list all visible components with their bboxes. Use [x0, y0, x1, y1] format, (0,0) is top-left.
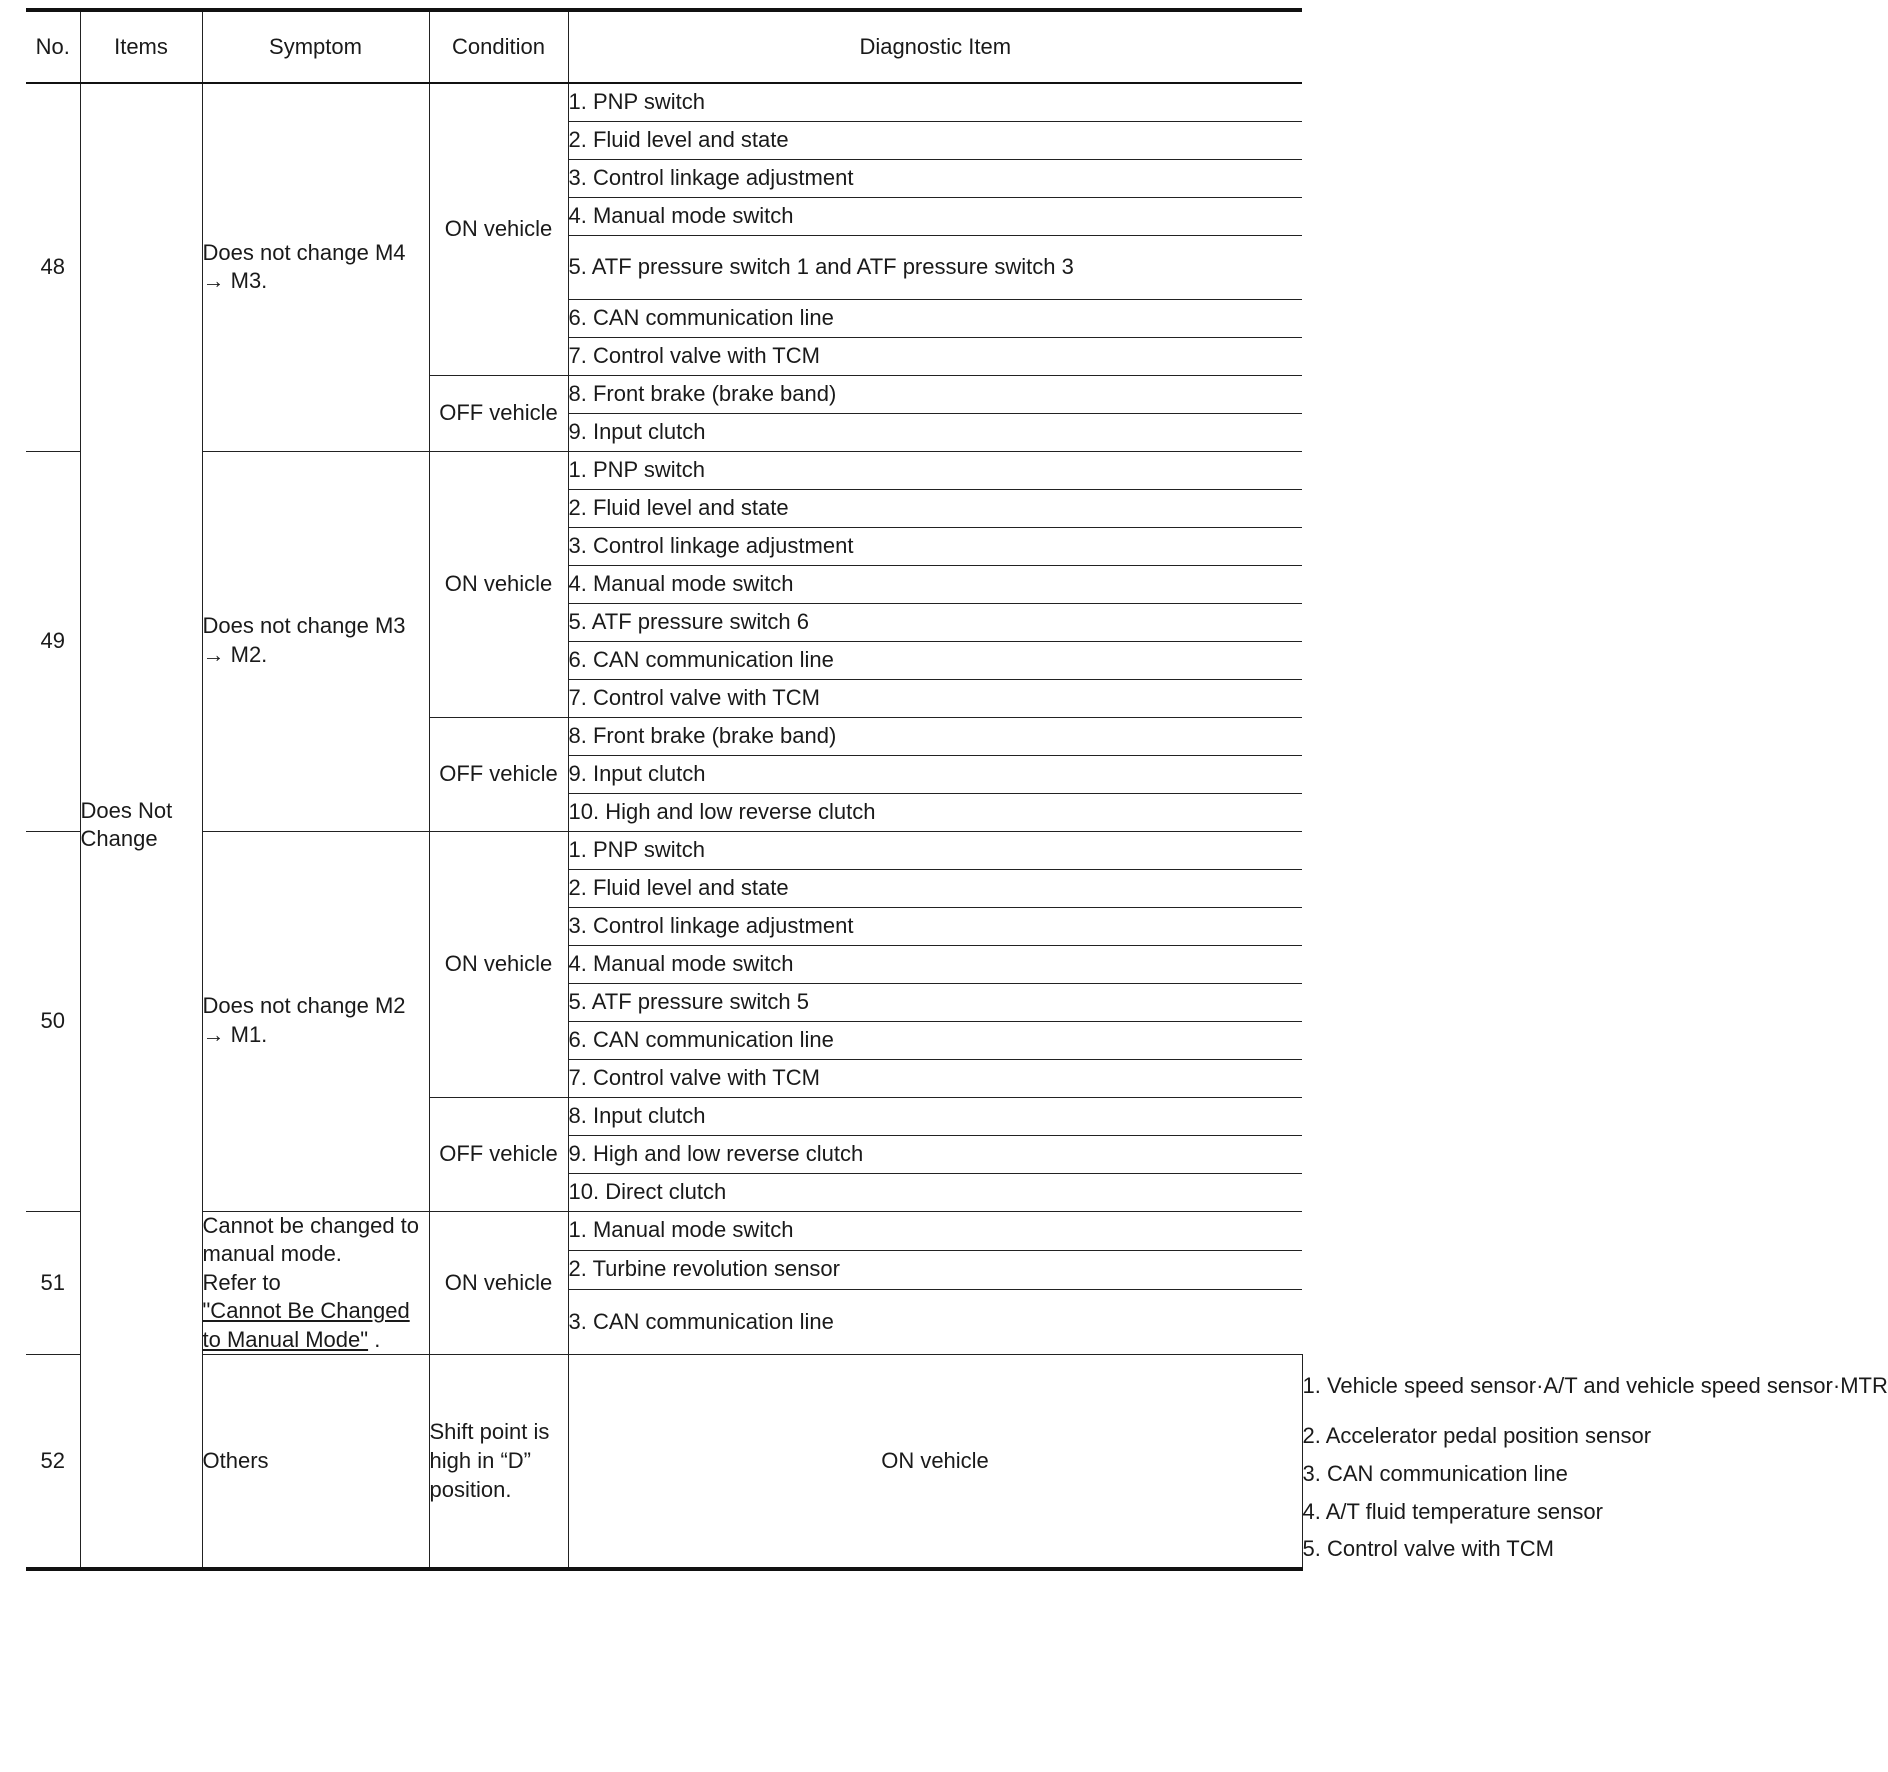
diagnostic-item: 8. Front brake (brake band): [568, 717, 1302, 755]
diagnostic-item: 4. Manual mode switch: [568, 197, 1302, 235]
diagnostic-item: 1. PNP switch: [568, 831, 1302, 869]
condition-cell: ON vehicle: [429, 831, 568, 1097]
diagnostic-item: 1. Manual mode switch: [568, 1211, 1302, 1250]
diagnostic-item: 9. Input clutch: [568, 413, 1302, 451]
manual-mode-reference-link[interactable]: "Cannot Be Changed to Manual Mode": [202, 1298, 410, 1352]
symptom-cell: Does not change M2 → M1.: [202, 831, 429, 1211]
condition-cell: ON vehicle: [429, 1211, 568, 1355]
reference-period: .: [368, 1326, 381, 1352]
diagnostic-item: 10. Direct clutch: [568, 1173, 1302, 1211]
table-row: 5. Control valve with TCM: [1302, 1535, 1554, 1561]
condition-cell: OFF vehicle: [429, 1097, 568, 1211]
table-row: 52 Others Shift point is high in “D” position. ON vehicle 1. Vehicle speed sensor·A/T and vehicle speed sensor·MTR: [26, 1355, 1302, 1417]
header-row: [26, 10, 1302, 83]
row-number: 52: [26, 1355, 80, 1569]
diagnosis-table: [26, 8, 1888, 1571]
diagnostic-item: 2. Fluid level and state: [568, 869, 1302, 907]
symptom-cell: Does not change M3 → M2.: [202, 451, 429, 831]
diagnostic-item: 6. CAN communication line: [568, 1021, 1302, 1059]
header-condition: Condition: [429, 10, 568, 83]
items-category: Others: [202, 1355, 429, 1569]
diagnostic-item: 5. ATF pressure switch 5: [568, 983, 1302, 1021]
row-number: 49: [26, 451, 80, 831]
diagnostic-item: 2. Turbine revolution sensor: [568, 1250, 1302, 1289]
symptom-cell: Does not change M4 → M3.: [202, 83, 429, 451]
condition-cell: ON vehicle: [568, 1355, 1302, 1569]
diagnostic-item: 3. Control linkage adjustment: [568, 527, 1302, 565]
diagnostic-item: 7. Control valve with TCM: [568, 337, 1302, 375]
table-row: 3. CAN communication line: [1302, 1460, 1568, 1486]
symptom-cell: Shift point is high in “D” position.: [429, 1355, 568, 1569]
table-row: [26, 451, 1302, 489]
refer-to-label: Refer to: [202, 1269, 281, 1295]
table-row: [26, 83, 1302, 121]
diagnostic-item: 1. PNP switch: [568, 83, 1302, 121]
condition-cell: ON vehicle: [429, 451, 568, 717]
diagnostic-item: 3. Control linkage adjustment: [568, 907, 1302, 945]
symptom-text: Cannot be changed to manual mode.: [202, 1212, 420, 1267]
diagnostic-item: 8. Input clutch: [568, 1097, 1302, 1135]
condition-cell: OFF vehicle: [429, 375, 568, 451]
diagnostic-item: 8. Front brake (brake band): [568, 375, 1302, 413]
header-items: Items: [80, 10, 202, 83]
header-symptom: Symptom: [202, 10, 429, 83]
diagnostic-item: 6. CAN communication line: [568, 641, 1302, 679]
symptom-cell: [202, 1211, 429, 1355]
condition-cell: ON vehicle: [429, 83, 568, 375]
diagnostic-item: 2. Fluid level and state: [568, 121, 1302, 159]
diagnostic-item: 2. Fluid level and state: [568, 489, 1302, 527]
diagnostic-item: 3. CAN communication line: [568, 1289, 1302, 1355]
diagnostic-item: 9. Input clutch: [568, 755, 1302, 793]
diagnostic-item: 4. Manual mode switch: [568, 565, 1302, 603]
diagnostic-item: 6. CAN communication line: [568, 299, 1302, 337]
diagnostic-item: 4. Manual mode switch: [568, 945, 1302, 983]
header-diagnostic-item: Diagnostic Item: [568, 10, 1302, 83]
header-no: No.: [26, 10, 80, 83]
diagnostic-item: 9. High and low reverse clutch: [568, 1135, 1302, 1173]
diagnostic-item: 5. ATF pressure switch 1 and ATF pressure switch 3: [568, 235, 1302, 299]
table-row: [26, 831, 1302, 869]
table-row: [26, 1211, 1302, 1250]
diagnostic-item: 7. Control valve with TCM: [568, 679, 1302, 717]
condition-cell: OFF vehicle: [429, 717, 568, 831]
diagnostic-item: 1. PNP switch: [568, 451, 1302, 489]
diagnostic-item: 10. High and low reverse clutch: [568, 793, 1302, 831]
row-number: 50: [26, 831, 80, 1211]
table-row: 4. A/T fluid temperature sensor: [1302, 1498, 1603, 1524]
diagnostic-item: 7. Control valve with TCM: [568, 1059, 1302, 1097]
row-number: 51: [26, 1211, 80, 1355]
diagnostic-item: 3. Control linkage adjustment: [568, 159, 1302, 197]
items-category: Does Not Change: [80, 83, 202, 1569]
row-number: 48: [26, 83, 80, 451]
table-row: 2. Accelerator pedal position sensor: [1302, 1422, 1652, 1448]
diagnostic-item: 5. ATF pressure switch 6: [568, 603, 1302, 641]
